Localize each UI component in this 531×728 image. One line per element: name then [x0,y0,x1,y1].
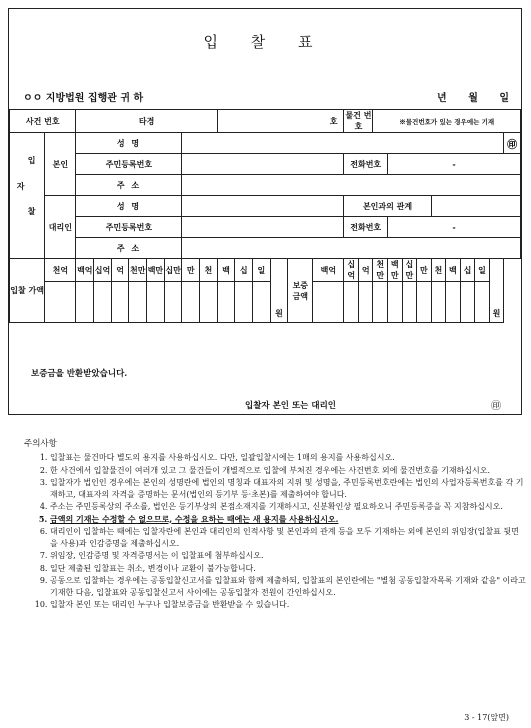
notice-list [30,452,526,612]
bond-digit[interactable] [344,282,359,323]
bid-unit: 천억 [45,259,76,282]
bid-digit[interactable] [253,282,271,323]
bid-unit: 천 [200,259,218,282]
bid-unit: 백 [217,259,235,282]
bond-unit: 백 [446,259,461,282]
bond-unit: 천 [431,259,446,282]
bond-unit: 백만 [388,259,403,282]
bid-digit[interactable] [111,282,129,323]
bid-digit[interactable] [129,282,147,323]
bond-amount-label: 보증 금액 [288,259,313,323]
bond-won: 원 [489,259,504,323]
bid-amount-label: 입찰 가액 [10,259,45,323]
signer-seal: ㊞ [491,401,501,412]
bond-digit[interactable] [431,282,446,323]
bid-unit: 천만 [129,259,147,282]
agent-id-field[interactable] [182,217,344,238]
notice-item: 4. 주소는 주민등록상의 주소를, 법인은 등기부상의 본점소재지를 기재하시고, 신분확인상 필요하오니 주민등록증을 꼭 지참하십시오. [50,501,526,513]
agent-address-label: 주 소 [76,238,182,259]
bid-digit[interactable] [45,282,76,323]
bond-digit[interactable] [373,282,388,323]
agent-relation-label: 본인과의 관계 [344,196,431,217]
notice-item: 5. 금액의 기재는 수정할 수 없으므로, 수정을 요하는 때에는 새 용지를 사용하십시오. [50,514,526,526]
case-ho: 호 [217,110,344,133]
bid-unit: 일 [253,259,271,282]
bid-digit[interactable] [217,282,235,323]
bond-unit: 십만 [402,259,417,282]
self-phone-label: 전화번호 [344,154,388,175]
bid-digit[interactable] [182,282,200,323]
self-name-label: 성 명 [76,133,182,154]
bid-won: 원 [270,259,288,323]
bid-unit: 십만 [164,259,182,282]
bid-unit: 백만 [147,259,165,282]
agent-name-label: 성 명 [76,196,182,217]
agent-label: 대리인 [45,196,76,259]
self-seal: ㊞ [504,133,521,154]
bond-unit: 천만 [373,259,388,282]
bond-unit: 십 [460,259,475,282]
bond-digit[interactable] [446,282,461,323]
self-address-label: 주 소 [76,175,182,196]
bid-unit: 십 [235,259,253,282]
notice-item: 3. 입찰자가 법인인 경우에는 본인의 성명란에 법인의 명칭과 대표자의 지위 및 성명을, 주민등록번호란에는 법인의 사업자등록번호를 각 기재하고, 대표자의 자격을 증명하는 문서(법인의 등기부 등·초본)를 제출하여야 합니다. [50,477,526,500]
case-type: 타경 [76,110,217,133]
bid-digit[interactable] [147,282,165,323]
signer-label: 입찰자 본인 또는 대리인 [245,401,336,411]
date-field: 년 월 일 [437,93,509,104]
bond-digit[interactable] [402,282,417,323]
bond-digit[interactable] [460,282,475,323]
bid-table [9,109,521,323]
bid-digit[interactable] [235,282,253,323]
bid-unit: 십억 [94,259,112,282]
court-addressee: ㅇㅇ 지방법원 집행관 귀 하 [23,93,144,104]
bond-unit: 억 [358,259,373,282]
bond-digit[interactable] [388,282,403,323]
notice-item: 10. 입찰자 본인 또는 대리인 누구나 입찰보증금을 반환받을 수 있습니다. [50,599,526,611]
bond-digit[interactable] [417,282,432,323]
bid-digit[interactable] [164,282,182,323]
agent-relation-field[interactable] [431,196,520,217]
notice-item: 9. 공동으로 입찰하는 경우에는 공동입찰신고서를 입찰표와 함께 제출하되, 입찰표의 본인란에는 "별첨 공동입찰자목록 기재와 같음" 이라고 기재한 다음, 입찰표와 공동입찰신고서 사이에는 공동입찰자 전원이 간인하십시오. [50,575,526,598]
case-number-label: 사건 번호 [10,110,76,133]
self-id-field[interactable] [182,154,344,175]
agent-id-label: 주민등록번호 [76,217,182,238]
bond-unit: 백억 [313,259,344,282]
self-phone-field[interactable]: - [388,154,521,175]
agent-phone-field[interactable]: - [388,217,521,238]
bond-digit[interactable] [358,282,373,323]
self-address-field[interactable] [182,175,521,196]
bid-form [8,8,522,415]
bid-unit: 만 [182,259,200,282]
item-number-label: 물건 번호 [345,110,372,131]
bidder-label: 입 찰 자 [10,133,45,259]
item-number-note: ※물건번호가 있는 경우에는 기재 [373,110,521,133]
agent-address-field[interactable] [182,238,521,259]
notice-item: 1. 입찰표는 물건마다 별도의 용지를 사용하십시오. 다만, 일괄입찰시에는 1매의 용지를 사용하십시오. [50,452,526,464]
bid-digit[interactable] [76,282,94,323]
bid-digit[interactable] [94,282,112,323]
notice-item: 6. 대리인이 입찰하는 때에는 입찰자란에 본인과 대리인의 인적사항 및 본인과의 관계 등을 모두 기재하는 외에 본인의 위임장(입찰표 뒷면을 사용)과 인감증명을 제출하십시오. [50,526,526,549]
bond-unit: 십억 [344,259,359,282]
bond-unit: 일 [475,259,490,282]
bid-unit: 억 [111,259,129,282]
notice-heading: 주의사항 [24,439,57,449]
form-title: 입 찰 표 [203,33,327,51]
notice-item: 2. 한 사건에서 입찰물건이 여러개 있고 그 물건들이 개별적으로 입찰에 부쳐진 경우에는 사건번호 외에 물건번호를 기재하십시오. [50,465,526,477]
agent-phone-label: 전화번호 [344,217,388,238]
self-id-label: 주민등록번호 [76,154,182,175]
page-number: 3 - 17(앞면) [464,713,509,722]
bid-digit[interactable] [200,282,218,323]
bond-digit[interactable] [313,282,344,323]
bid-unit: 백억 [76,259,94,282]
notice-item: 8. 일단 제출된 입찰표는 취소, 변경이나 교환이 불가능합니다. [50,563,526,575]
bond-unit: 만 [417,259,432,282]
bond-digit[interactable] [475,282,490,323]
refund-statement: 보증금을 반환받았습니다. [31,369,128,379]
self-label: 본인 [45,133,76,196]
self-name-field[interactable] [182,133,504,154]
agent-name-field[interactable] [182,196,344,217]
notice-item: 7. 위임장, 인감증명 및 자격증명서는 이 입찰표에 첨부하십시오. [50,550,526,562]
